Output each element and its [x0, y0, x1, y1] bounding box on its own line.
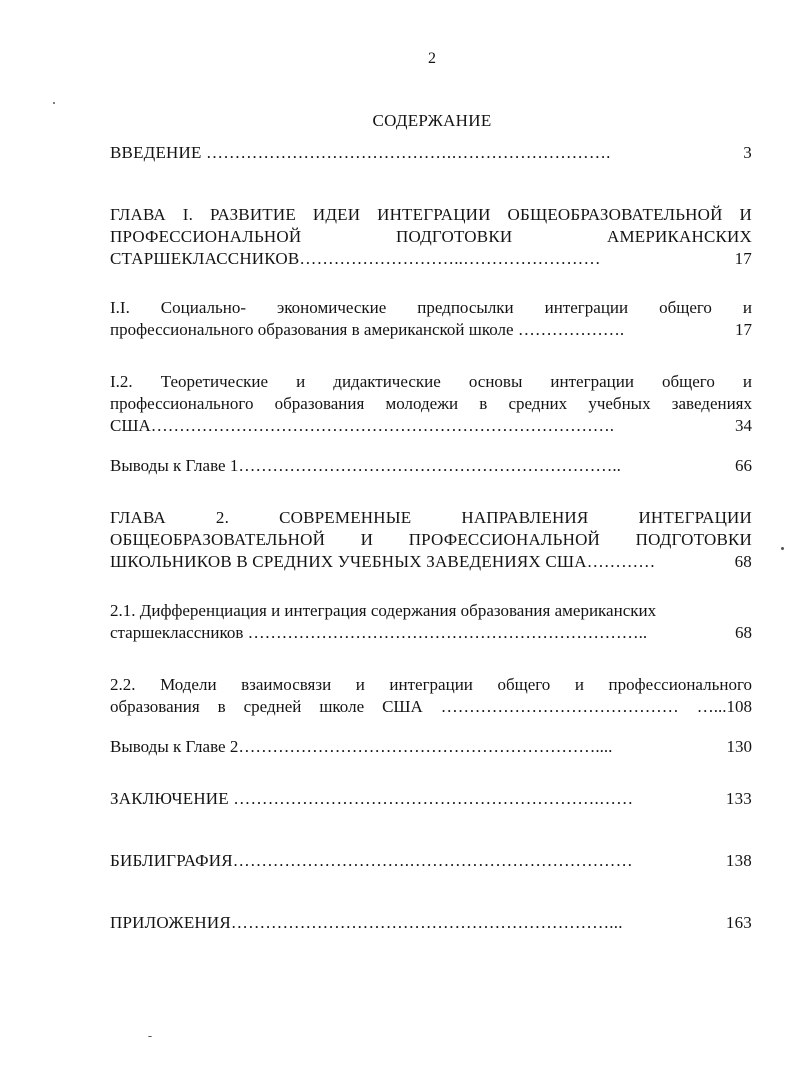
- toc-entry-label-line: I.I. Социально- экономические предпосылки интеграции общего и: [110, 298, 752, 317]
- toc-entry-label-line: ШКОЛЬНИКОВ В СРЕДНИХ УЧЕБНЫХ ЗАВЕДЕНИЯХ США…………: [110, 552, 656, 571]
- toc-page-number: 3: [743, 143, 752, 162]
- toc-page-number: 66: [735, 456, 752, 475]
- toc-page-number: 17: [735, 320, 752, 339]
- toc-entry-label: БИБЛИГРАФИЯ………………………….…………………………………: [110, 851, 633, 870]
- toc-entry-label: ПРИЛОЖЕНИЯ…………………………………………………………...: [110, 913, 623, 932]
- toc-entry-chapter-1[interactable]: [110, 204, 752, 270]
- toc-entry-label-line: ГЛАВА 2. СОВРЕМЕННЫЕ НАПРАВЛЕНИЯ ИНТЕГРАЦИИ: [110, 508, 752, 527]
- toc-entry-label: ВВЕДЕНИЕ …………………………………….……………………….: [110, 143, 611, 162]
- toc-entry-chapter-2[interactable]: [110, 507, 752, 573]
- toc-entry-label: Выводы к Главе 2………………………………………………………....: [110, 737, 613, 756]
- toc-page-number: 68: [734, 552, 752, 571]
- toc-entry-label: Выводы к Главе 1…………………………………………………………..: [110, 456, 621, 475]
- toc-entry-label-line: ПРОФЕССИОНАЛЬНОЙ ПОДГОТОВКИ АМЕРИКАНСКИХ: [110, 227, 752, 246]
- toc-entry-section-2-1[interactable]: [110, 600, 752, 644]
- toc-page-number: 17: [734, 249, 752, 268]
- toc-title: СОДЕРЖАНИЕ: [372, 111, 492, 130]
- toc-entry-label: ЗАКЛЮЧЕНИЕ ……………………………………………………….……: [110, 789, 634, 808]
- toc-page-number: 34: [735, 416, 752, 435]
- toc-entry-label-line: 2.2. Модели взаимосвязи и интеграции общего и профессионального: [110, 675, 752, 694]
- toc-entry-conclusion[interactable]: [110, 788, 752, 810]
- toc-entry-label-line: 2.1. Дифференциация и интеграция содержания образования американских: [110, 601, 657, 620]
- toc-entry-section-1-1[interactable]: [110, 297, 752, 341]
- toc-entry-label-line: профессионального образования в американской школе ……………….: [110, 320, 625, 339]
- toc-entry-label-line: I.2. Теоретические и дидактические основы интеграции общего и: [110, 372, 752, 391]
- scan-speck: [53, 102, 55, 104]
- scan-speck: [148, 1036, 152, 1037]
- toc-page-number: 163: [725, 913, 752, 932]
- toc-page-number: 138: [725, 851, 752, 870]
- toc-entry-label-line: США……………………………………………………………………….: [110, 416, 615, 435]
- toc-entry-label-line: СТАРШЕКЛАССНИКОВ………………………..……………………: [110, 249, 601, 268]
- toc-entry-conclusions-chapter-2[interactable]: [110, 736, 752, 758]
- toc-page-number: 68: [735, 623, 752, 642]
- toc-entry-label-line: ОБЩЕОБРАЗОВАТЕЛЬНОЙ И ПРОФЕССИОНАЛЬНОЙ ПОДГОТОВКИ: [110, 530, 752, 549]
- toc-entry-appendices[interactable]: [110, 912, 752, 934]
- toc-entry-section-1-2[interactable]: [110, 371, 752, 437]
- toc-entry-label-line: старшеклассников ……………………………………………………………..: [110, 623, 648, 642]
- toc-entry-label-line: образования в средней школе США …………………………………… …...108: [110, 697, 752, 716]
- toc-entry-bibliography[interactable]: [110, 850, 752, 872]
- toc-entry-conclusions-chapter-1[interactable]: [110, 455, 752, 477]
- toc-entry-section-2-2[interactable]: [110, 674, 752, 718]
- toc-entry-introduction[interactable]: [110, 142, 752, 164]
- toc-entry-label-line: ГЛАВА I. РАЗВИТИЕ ИДЕИ ИНТЕГРАЦИИ ОБЩЕОБРАЗОВАТЕЛЬНОЙ И: [110, 205, 752, 224]
- toc-entry-label-line: профессионального образования молодежи в средних учебных заведениях: [110, 394, 752, 413]
- page-number: 2: [428, 50, 436, 67]
- toc-page-number: 133: [725, 789, 752, 808]
- scan-speck: [781, 547, 784, 550]
- toc-page-number: 130: [726, 737, 752, 756]
